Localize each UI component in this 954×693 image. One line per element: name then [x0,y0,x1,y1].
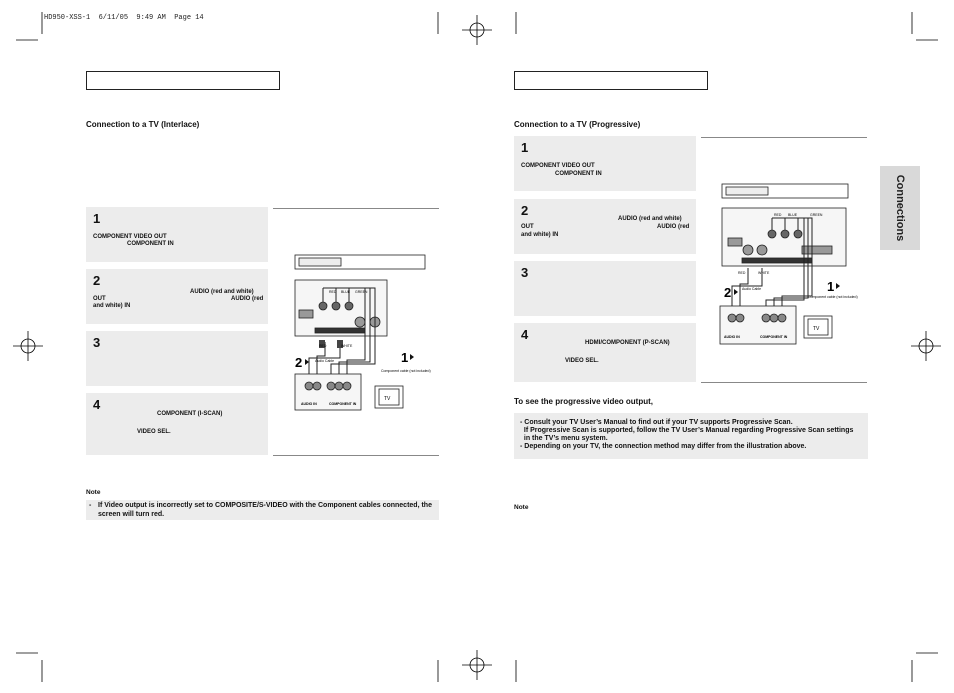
right-step-1 [514,136,696,191]
left-connection-diagram [285,250,435,420]
step-text: AUDIO (red [231,296,264,302]
info-line: If Progressive Scan is supported, follow the TV User’s Manual regarding Progressive Scan settings [520,427,854,434]
left-step-2 [86,269,268,324]
progressive-title: To see the progressive video output, [514,397,653,406]
callout-1: 1 [827,279,835,294]
tv-audio-in-label: AUDIO IN [724,335,740,339]
step-text: VIDEO SEL. [137,429,171,435]
callout-2-arrow [305,359,309,365]
audio-cable-label: Audio Cable [315,359,335,363]
step-number: 3 [521,265,529,280]
step-text: VIDEO SEL. [565,358,599,364]
right-step-3 [514,261,696,316]
cable-label-red: RED [329,290,337,294]
dvd-player-rear [722,208,846,266]
info-line: - Consult your TV User’s Manual to find out if your TV supports Progressive Scan. [520,419,793,426]
step-text: COMPONENT (I-SCAN) [157,411,223,417]
note-text: If Video output is incorrectly set to COMPOSITE/S-VIDEO with the Component cables connected, the screen will turn red. [98,502,432,518]
step-text: OUT [93,296,106,302]
step-text: COMPONENT VIDEO OUT [93,234,167,240]
step-text: COMPONENT VIDEO OUT [521,163,595,169]
dvd-player-front [722,184,848,198]
step-number: 1 [93,211,101,226]
cable-label-green: GREEN [355,290,368,294]
left-page-title-box [86,71,280,90]
step-text: COMPONENT IN [127,241,174,247]
right-note-label: Note [514,504,529,511]
callout-2-arrow [734,289,738,295]
audio-label-white: WHITE [341,344,353,348]
step-number: 2 [93,273,101,288]
right-section-title: Connection to a TV (Progressive) [514,120,641,129]
step-number: 1 [521,140,529,155]
right-step-2 [514,199,696,254]
audio-label-white: WHITE [758,271,770,275]
right-page-title-box [514,71,708,90]
component-cable-label: Component cable (not included) [381,369,431,373]
tv-component-in-label: COMPONENT IN [329,402,357,406]
audio-cable-label: Audio Cable [742,287,762,291]
step-number: 3 [93,335,101,350]
tv-label: TV [384,396,391,402]
step-number: 2 [521,203,529,218]
cable-label-blue: BLUE [341,290,351,294]
left-step-4 [86,393,268,455]
step-text: OUT [521,224,534,230]
audio-label-red: RED [319,344,327,348]
tv-label: TV [813,326,820,332]
step-number: 4 [93,397,101,412]
right-connection-diagram [712,180,862,350]
left-section-title: Connection to a TV (Interlace) [86,120,200,129]
info-line: - Depending on your TV, the connection method may differ from the illustration above. [520,443,807,450]
audio-label-red: RED [738,271,746,275]
note-bullet: - [89,502,92,509]
callout-2: 2 [724,285,732,300]
component-cable-label: Component cable (not included) [808,295,858,299]
print-slug: HD950-XSS-1 6/11/05 9:49 AM Page 14 [44,14,204,22]
side-tab-label: Connections [894,174,906,242]
cable-label-blue: BLUE [788,213,798,217]
callout-1: 1 [401,350,409,365]
cable-label-red: RED [774,213,782,217]
left-step-3 [86,331,268,386]
dvd-player-front [295,255,425,269]
step-text: and white) IN [93,303,131,309]
right-diagram-top-rule [701,137,867,138]
left-diagram-top-rule [273,208,439,209]
step-text: COMPONENT IN [555,171,602,177]
left-note-box [86,500,439,520]
left-note-label: Note [86,489,101,496]
step-number: 4 [521,327,529,342]
right-step-4 [514,323,696,382]
step-text: and white) IN [521,232,559,238]
callout-1-arrow [410,354,414,360]
cable-label-green: GREEN [810,213,823,217]
callout-1-arrow [836,283,840,289]
tv-component-in-label: COMPONENT IN [760,335,788,339]
left-step-1 [86,207,268,262]
info-line: in the TV’s menu system. [520,435,608,442]
right-diagram-bottom-rule [701,382,867,383]
callout-2: 2 [295,355,303,370]
step-text: AUDIO (red and white) [618,216,682,222]
connections-side-tab [880,166,920,250]
step-text: AUDIO (red and white) [190,289,254,295]
progressive-info-box [514,413,868,459]
tv-audio-in-label: AUDIO IN [301,402,317,406]
step-text: HDMI/COMPONENT (P-SCAN) [585,340,670,346]
step-text: AUDIO (red [657,224,690,230]
left-diagram-bottom-rule [273,455,439,456]
